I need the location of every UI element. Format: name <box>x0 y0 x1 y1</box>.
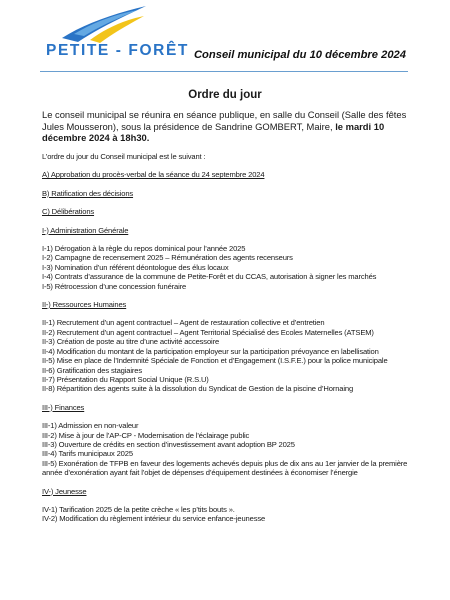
intro-date: le mardi 10 décembre 2024 à 18h30. <box>42 120 385 144</box>
list-item: II-4) Modification du montant de la participation employeur sur la participation prévoyance en labellisation <box>42 346 379 356</box>
logo-text: PETITE - FORÊT <box>46 42 189 59</box>
list-item: III-1) Admission en non-valeur <box>42 421 139 431</box>
header-title: Conseil municipal du 10 décembre 2024 <box>193 49 406 61</box>
section-c: C) Délibérations <box>42 207 95 217</box>
list-item: III-3) Ouverture de crédits en section d’investissement avant adoption BP 2025 <box>42 439 295 449</box>
intro-paragraph <box>42 109 412 144</box>
agenda-title: Ordre du jour <box>188 89 262 101</box>
finances-heading: III-) Finances <box>42 402 85 412</box>
section-a: A) Approbation du procès-verbal de la séance du 24 septembre 2024 <box>42 170 265 180</box>
list-item: III-5) Exonération de TFPB en faveur des logements achevés depuis plus de dix ans au 1er janvier de la première année d’exonération ayant fait l’objet de dépenses d’équipement destinées à économiser l’énergie <box>42 458 408 478</box>
list-item: II-5) Mise en place de l’Indemnité Spéciale de Fonction et d’Engagement (I.S.F.E.) pour la police municipale <box>42 356 388 366</box>
list-item: IV-2) Modification du règlement intérieur du service enfance-jeunesse <box>42 514 266 524</box>
agenda-lead: L’ordre du jour du Conseil municipal est le suivant : <box>42 152 206 161</box>
list-item: I-1) Dérogation à la règle du repos dominical pour l’année 2025 <box>42 244 246 254</box>
town-logo <box>40 4 189 66</box>
list-item: I-5) Rétrocession d’une concession funéraire <box>42 281 187 291</box>
list-item: II-2) Recrutement d’un agent contractuel – Agent Territorial Spécialisé des Ecoles Maternelles (ATSEM) <box>42 327 374 337</box>
header-divider <box>40 71 408 72</box>
list-item: IV-1) Tarification 2025 de la petite crèche « les p’tits bouts ». <box>42 504 235 514</box>
list-item: II-1) Recrutement d’un agent contractuel – Agent de restauration collective et d’entretien <box>42 318 325 328</box>
bird-swoosh-icon <box>54 4 154 44</box>
intro-text: Le conseil municipal se réunira en séance publique, en salle du Conseil (Salle des fêtes Jules Mousseron), sous la présidence de Sandrine GOMBERT, Maire, <box>42 109 407 132</box>
jeunesse-heading: IV-) Jeunesse <box>42 486 87 496</box>
rh-heading: II-) Ressources Humaines <box>42 300 127 310</box>
list-item: I-3) Nomination d’un référent déontologue des élus locaux <box>42 262 229 272</box>
list-item: III-2) Mise à jour de l’AP-CP - Modernisation de l’éclairage public <box>42 430 250 440</box>
list-item: I-2) Campagne de recensement 2025 – Rémunération des agents recenseurs <box>42 253 293 263</box>
agenda-content <box>42 152 414 524</box>
admin-heading: I-) Administration Générale <box>42 225 129 235</box>
list-item: I-4) Contrats d’assurance de la commune de Petite-Forêt et du CCAS, autorisation à signer les marchés <box>42 272 377 282</box>
list-item: II-7) Présentation du Rapport Social Unique (R.S.U) <box>42 374 209 384</box>
section-b: B) Ratification des décisions <box>42 188 134 198</box>
list-item: III-4) Tarifs municipaux 2025 <box>42 449 133 459</box>
list-item: II-6) Gratification des stagiaires <box>42 365 142 375</box>
list-item: II-8) Répartition des agents suite à la dissolution du Syndicat de Gestion de la piscine d’Hornaing <box>42 384 354 394</box>
list-item: II-3) Création de poste au titre d’une activité accessoire <box>42 337 220 347</box>
